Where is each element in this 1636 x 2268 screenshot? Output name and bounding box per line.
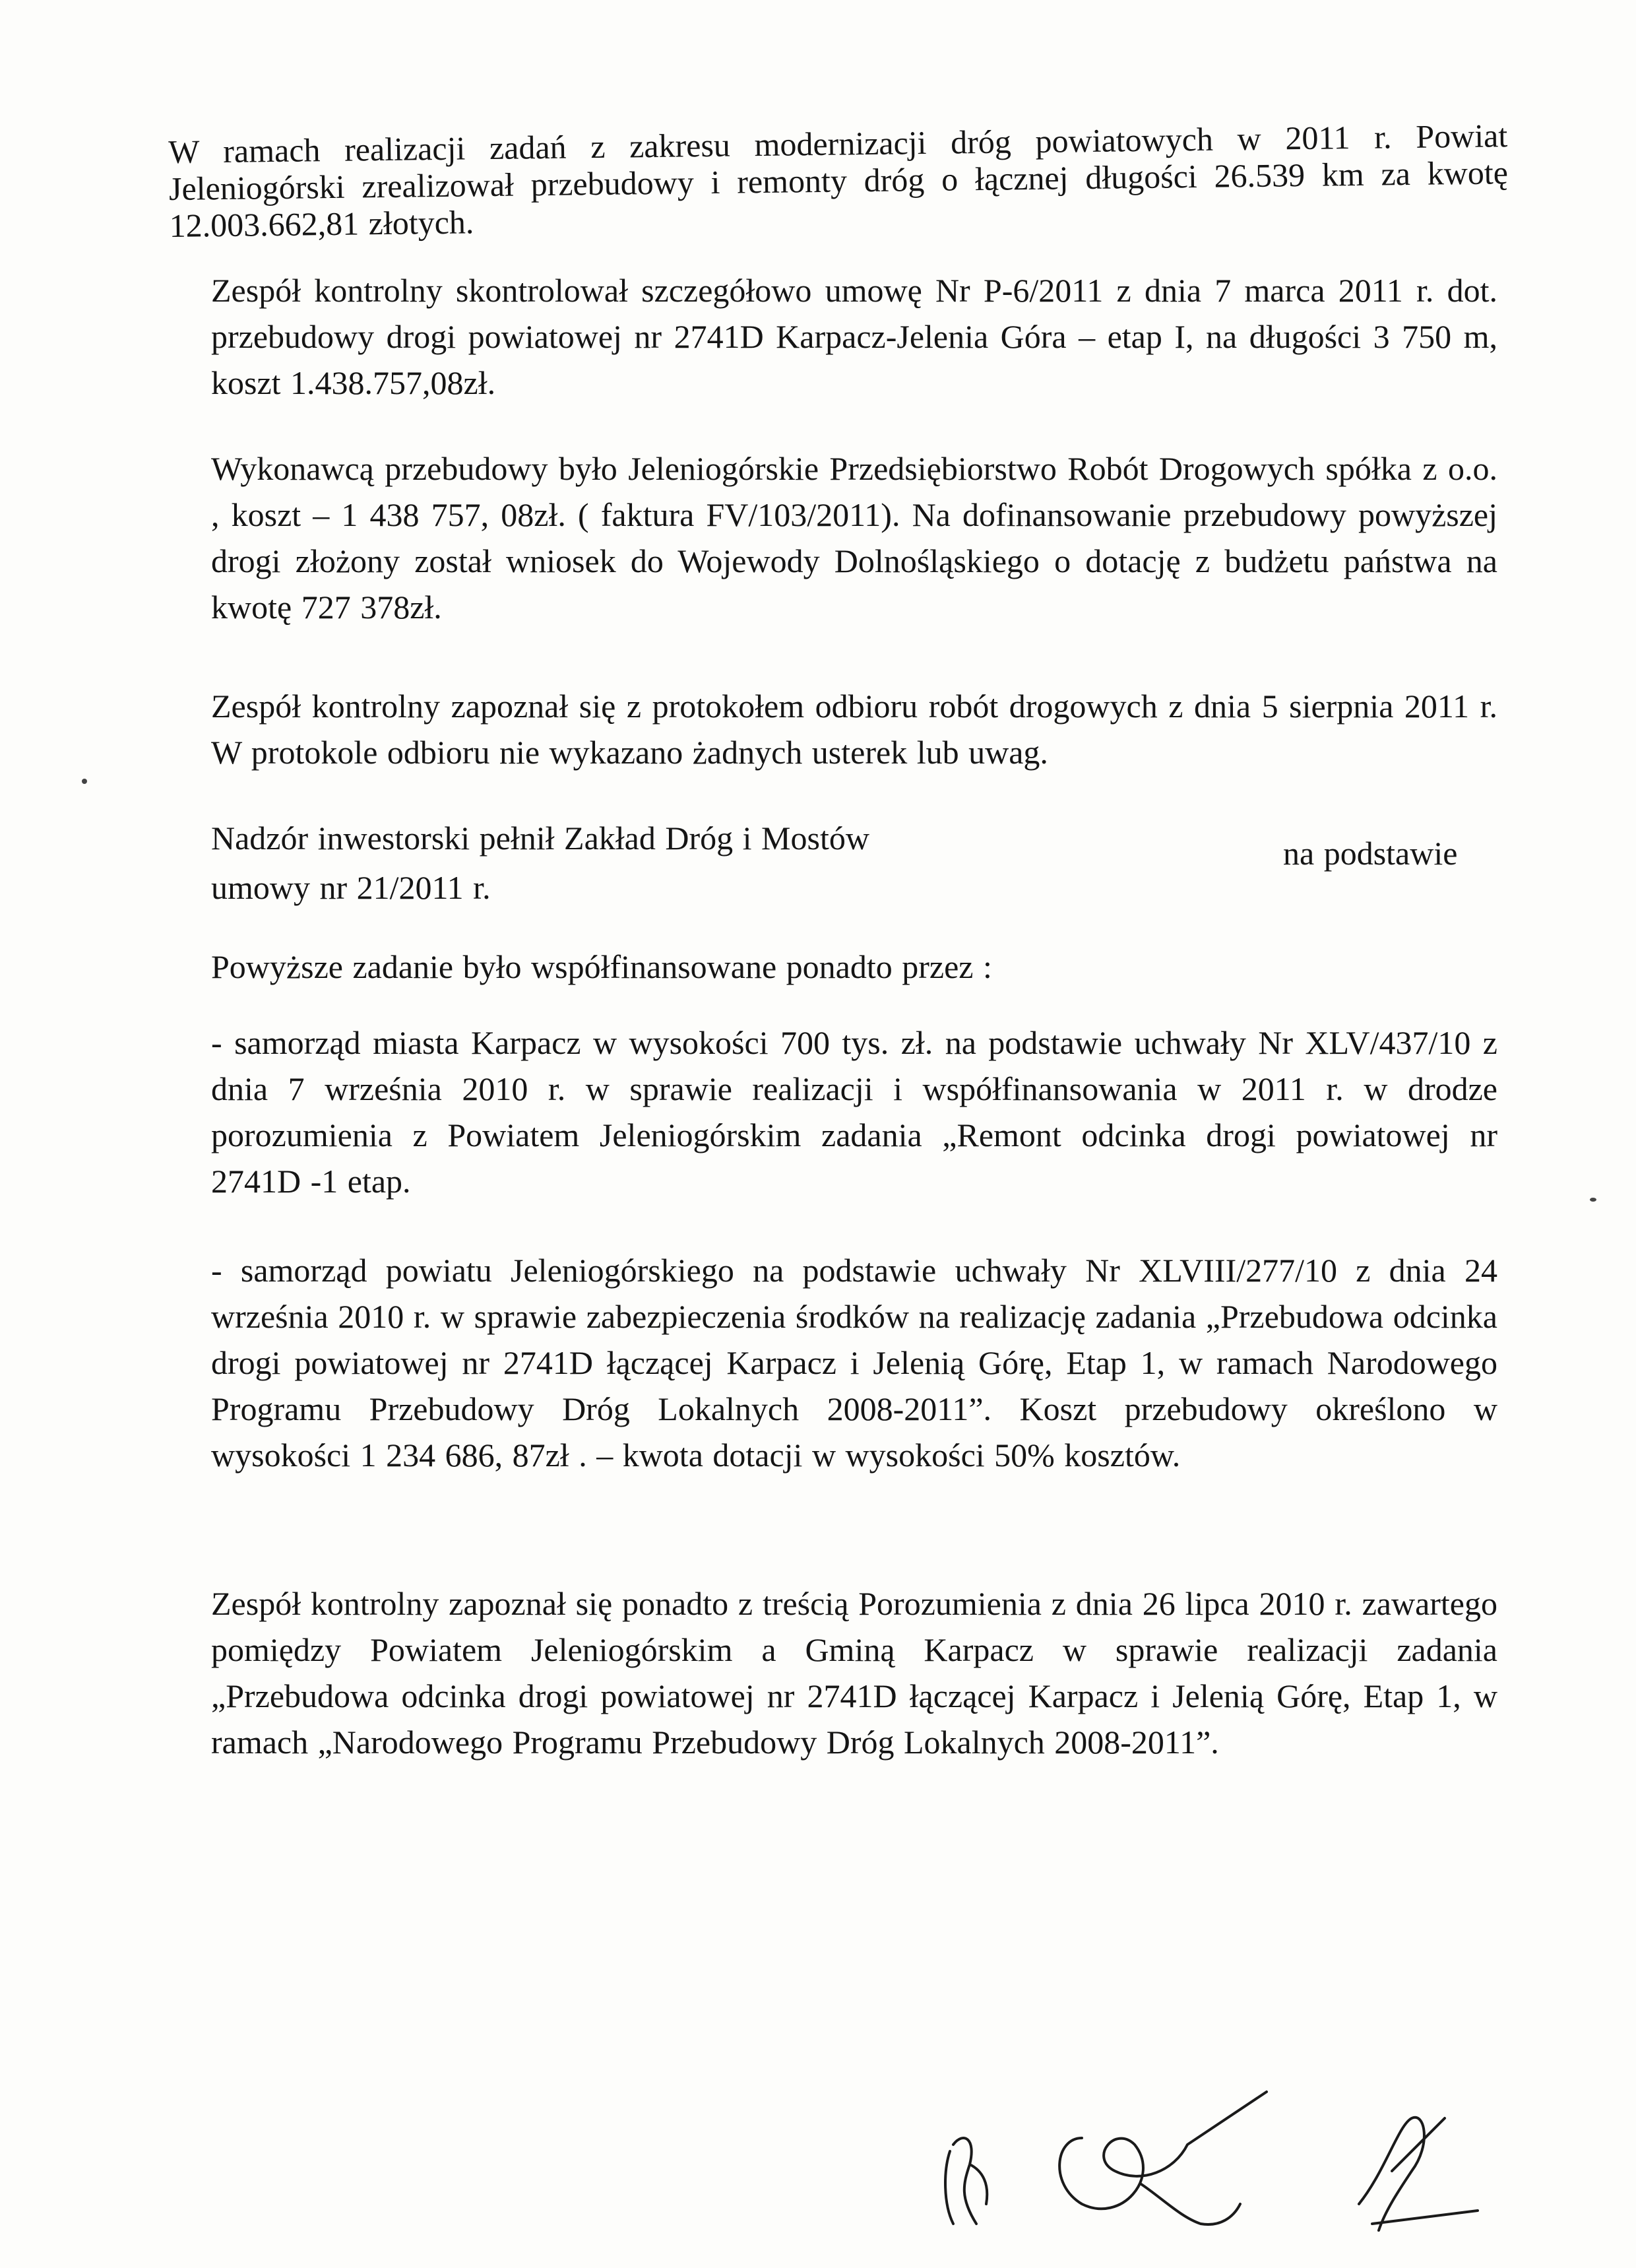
paragraph-agreement: Zespół kontrolny zapoznał się ponadto z treścią Porozumienia z dnia 26 lipca 2010 r. zawartego pomiędzy Powiatem Jeleniogórskim a Gminą Karpacz w sprawie realizacji zadania „Przebudowa odcinka drogi powiatowej nr 2741D łączącej Karpacz i Jelenią Górę, Etap 1, w ramach „Narodowego Programu Przebudowy Dróg Lokalnych 2008-2011”. — [211, 1585, 1497, 1761]
paragraph-county-funding: - samorząd powiatu Jeleniogórskiego na podstawie uchwały Nr XLVIII/277/10 z dnia 24 września 2010 r. w sprawie zabezpieczenia środków na realizację zadania „Przebudowa odcinka drogi powiatowej nr 2741D łączącej Karpacz i Jelenią Górę, Etap 1, w ramach Narodowego Programu Przebudowy Dróg Lokalnych 2008-2011”. Koszt przebudowy określono w wysokości 1 234 686, 87zł . – kwota dotacji w wysokości 50% kosztów. — [211, 1252, 1497, 1474]
paragraph-cofinancing-intro: Powyższe zadanie było współfinansowane ponadto przez : — [211, 948, 992, 985]
scan-speck — [82, 779, 87, 784]
intro-paragraph: W ramach realizacji zadań z zakresu modernizacji dróg powiatowych w 2011 r. Powiat Jeleniogórski zrealizował przebudowy i remonty dróg o łącznej długości 26.539 km za kwotę 12.003.662,81 złotych. — [168, 117, 1509, 244]
redacted-area — [1003, 828, 1280, 866]
paragraph-karpacz-funding: - samorząd miasta Karpacz w wysokości 700 tys. zł. na podstawie uchwały Nr XLV/437/10 z dnia 7 września 2010 r. w sprawie realizacji i współfinansowania w 2011 r. w drodze porozumienia z Powiatem Jeleniogórskim zadania „Remont odcinka drogi powiatowej nr 2741D -1 etap. — [211, 1024, 1497, 1200]
signature-2 — [1059, 2092, 1267, 2224]
scan-speck — [1590, 1198, 1596, 1202]
supervision-text-start: Nadzór inwestorski pełnił Zakład Dróg i Mostów — [211, 820, 869, 857]
supervision-text-end: na podstawie — [1283, 835, 1458, 872]
signature-3 — [1359, 2118, 1478, 2230]
paragraph-contractor: Wykonawcą przebudowy było Jeleniogórskie Przedsiębiorstwo Robót Drogowych spółka z o.o. , koszt – 1 438 757, 08zł. ( faktura FV/103/2011). Na dofinansowanie przebudowy powyższej drogi złożony został wniosek do Wojewody Dolnośląskiego o dotację z budżetu państwa na kwotę 727 378zł. — [211, 450, 1497, 626]
supervision-contract: umowy nr 21/2011 r. — [211, 869, 491, 906]
paragraph-acceptance-protocol: Zespół kontrolny zapoznał się z protokołem odbioru robót drogowych z dnia 5 sierpnia 2011 r. W protokole odbioru nie wykazano żadnych usterek lub uwag. — [211, 688, 1497, 771]
signatures — [924, 2072, 1517, 2244]
signature-1 — [945, 2138, 987, 2224]
paragraph-contract-inspection: Zespół kontrolny skontrolował szczegółowo umowę Nr P-6/2011 z dnia 7 marca 2011 r. dot. przebudowy drogi powiatowej nr 2741D Karpacz-Jelenia Góra – etap I, na długości 3 750 m, koszt 1.438.757,08zł. — [211, 272, 1497, 401]
